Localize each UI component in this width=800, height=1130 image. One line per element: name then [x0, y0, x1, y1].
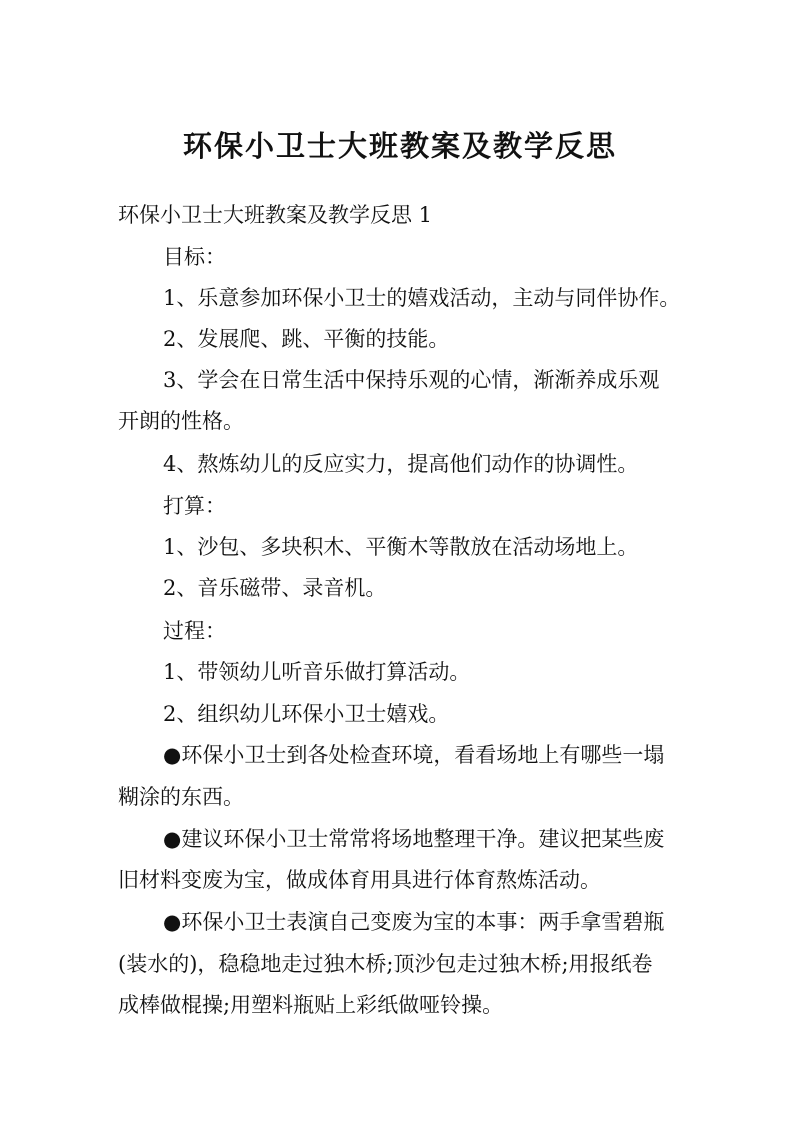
paragraph-line: ●建议环保小卫士常常将场地整理干净。建议把某些废 [163, 827, 665, 851]
paragraph-line: ●环保小卫士表演自己变废为宝的本事：两手拿雪碧瓶 [163, 910, 665, 934]
paragraph-line: 旧材料变废为宝，做成体育用具进行体育熬炼活动。 [118, 868, 601, 892]
paragraph-line: 2、组织幼儿环保小卫士嬉戏。 [163, 702, 450, 726]
paragraph-line: 成棒做棍操;用塑料瓶贴上彩纸做哑铃操。 [118, 993, 504, 1017]
paragraph-line: 1、带领幼儿听音乐做打算活动。 [163, 660, 471, 684]
paragraph-line: 2、音乐磁带、录音机。 [163, 576, 387, 600]
paragraph-line: 4、熬炼幼儿的反应实力，提高他们动作的协调性。 [163, 452, 639, 476]
section-heading: 环保小卫士大班教案及教学反思 1 [118, 203, 433, 227]
heading-preparation: 打算： [163, 494, 226, 518]
paragraph-line: ●环保小卫士到各处检查环境，看看场地上有哪些一塌 [163, 743, 665, 767]
paragraph-line: 糊涂的东西。 [118, 785, 244, 809]
document-title: 环保小卫士大班教案及教学反思 [182, 129, 617, 163]
paragraph-line: 3、学会在日常生活中保持乐观的心情，渐渐养成乐观 [163, 368, 660, 392]
paragraph-line: 1、乐意参加环保小卫士的嬉戏活动，主动与同伴协作。 [163, 286, 681, 310]
heading-process: 过程： [163, 619, 226, 643]
heading-goals: 目标： [163, 245, 226, 269]
paragraph-line: 开朗的性格。 [118, 409, 244, 433]
paragraph-line: (装水的)，稳稳地走过独木桥;顶沙包走过独木桥;用报纸卷 [118, 952, 653, 976]
paragraph-line: 2、发展爬、跳、平衡的技能。 [163, 327, 450, 351]
paragraph-line: 1、沙包、多块积木、平衡木等散放在活动场地上。 [163, 535, 639, 559]
